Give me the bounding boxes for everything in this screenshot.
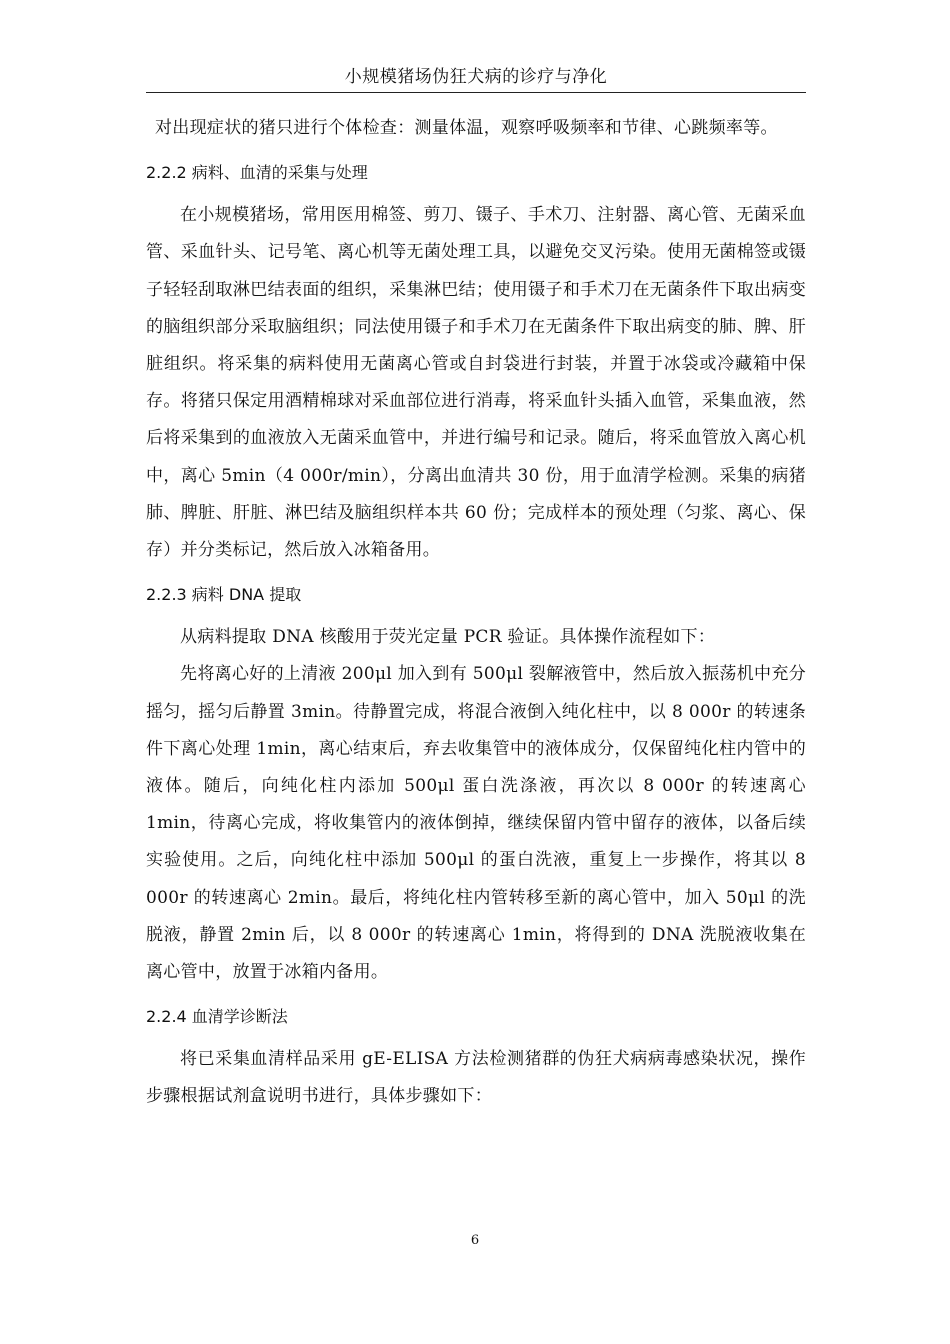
paragraph-serology: 将已采集血清样品采用 gE-ELISA 方法检测猪群的伪狂犬病病毒感染状况，操作步骤根据试剂盒说明书进行，具体步骤如下： xyxy=(146,1049,806,1107)
running-header: 小规模猪场伪狂犬病的诊疗与净化 xyxy=(344,67,608,87)
page-number: 6 xyxy=(470,1233,480,1248)
paragraph-dna-intro: 从病料提取 DNA 核酸用于荧光定量 PCR 验证。具体操作流程如下： xyxy=(180,627,716,648)
section-heading-2-2-4: 2.2.4 血清学诊断法 xyxy=(146,1007,288,1027)
paragraph-dna-procedure: 先将离心好的上清液 200μl 加入到有 500μl 裂解液管中，然后放入振荡机中充分摇匀，摇匀后静置 3min。待静置完成，将混合液倒入纯化柱中，以 8 000r 的转速条件下离心处理 1min，离心结束后，弃去收集管中的液体成分，仅保留纯化柱内管中的液体。随后，向纯化柱内添加 500μl 蛋白洗涤液，再次以 8 000r 的转速离心 1min，待离心完成，将收集管内的液体倒掉，继续保留内管中留存的液体，以备后续实验使用。之后，向纯化柱中添加 500μl 的蛋白洗液，重复上一步操作，将其以 8 000r 的转速离心 2min。最后，将纯化柱内管转移至新的离心管中，加入 50μl 的洗脱液，静置 2min 后，以 8 000r 的转速离心 1min，将得到的 DNA 洗脱液收集在离心管中，放置于冰箱内备用。 xyxy=(146,664,806,983)
paragraph-sampling: 在小规模猪场，常用医用棉签、剪刀、镊子、手术刀、注射器、离心管、无菌采血管、采血针头、记号笔、离心机等无菌处理工具，以避免交叉污染。使用无菌棉签或镊子轻轻刮取淋巴结表面的组织，采集淋巴结；使用镊子和手术刀在无菌条件下取出病变的脑组织部分采取脑组织；同法使用镊子和手术刀在无菌条件下取出病变的肺、脾、肝脏组织。将采集的病料使用无菌离心管或自封袋进行封装，并置于冰袋或冷藏箱中保存。将猪只保定用酒精棉球对采血部位进行消毒，将采血针头插入血管，采集血液，然后将采集到的血液放入无菌采血管中，并进行编号和记录。随后，将采血管放入离心机中，离心 5min（4 000r/min），分离出血清共 30 份，用于血清学检测。采集的病猪肺、脾脏、肝脏、淋巴结及脑组织样本共 60 份；完成样本的预处理（匀浆、离心、保存）并分类标记，然后放入冰箱备用。 xyxy=(146,205,806,561)
header-rule xyxy=(146,92,806,93)
section-heading-2-2-3: 2.2.3 病料 DNA 提取 xyxy=(146,585,302,605)
section-heading-2-2-2: 2.2.2 病料、血清的采集与处理 xyxy=(146,163,368,183)
page-body xyxy=(146,110,806,1116)
intro-paragraph: 对出现症状的猪只进行个体检查：测量体温，观察呼吸频率和节律、心跳频率等。 xyxy=(155,118,778,138)
